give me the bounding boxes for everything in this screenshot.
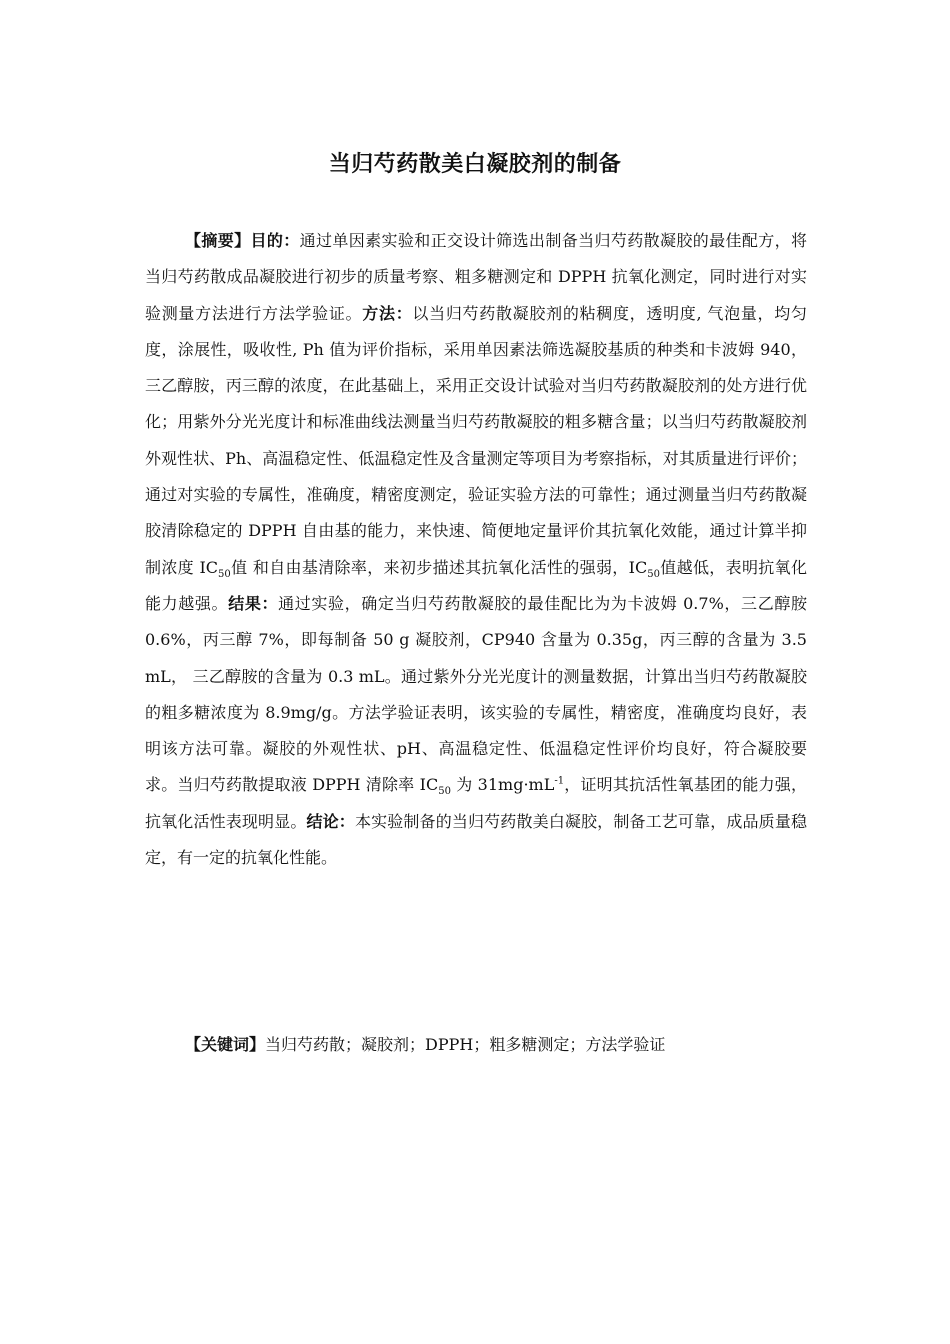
keywords-text: 当归芍药散；凝胶剂；DPPH；粗多糖测定；方法学验证 <box>265 1035 666 1054</box>
method-text: 以当归芍药散凝胶剂的粘稠度，透明度, 气泡量，均匀度，涂展性，吸收性, Ph 值为评价指标，采用单因素法筛选凝胶基质的种类和卡波姆 940，三乙醇胺，丙三醇的浓度，在此基础上，采用正交设计试验对当归芍药散凝胶剂的处方进行优化；用紫外分光光度计和标准曲线法测量当归芍药散凝胶的粗多糖含量；以当归芍药散凝胶剂外观性状、Ph、高温稳定性、低温稳定性及含量测定等项目为考察指标，对其质量进行评价；通过对实验的专属性，准确度，精密度测定，验证实验方法的可靠性；通过测量当归芍药散凝胶清除稳定的 DPPH 自由基的能力，来快速、简便地定量评价其抗氧化效能，通过计算半抑制浓度 IC <box>145 303 807 577</box>
conclusion-label: 结论： <box>306 811 355 831</box>
method-text-cont: 值 和自由基清除率，来初步描述其抗氧化活性的强弱，IC <box>230 557 648 577</box>
ic50-subscript: 50 <box>438 786 451 798</box>
method-label: 方法： <box>362 303 413 323</box>
method-text-end: 值越低，表明抗氧化能力越强。 <box>145 557 807 613</box>
objective-label: 目的： <box>250 231 300 250</box>
result-text-unit: 为 31mg·mL <box>450 775 555 795</box>
document-title: 当归芍药散美白凝胶剂的制备 <box>328 152 622 177</box>
ic50-subscript: 50 <box>647 568 660 580</box>
ic50-subscript: 50 <box>218 568 231 580</box>
keywords-label: 【关键词】 <box>185 1035 266 1054</box>
result-text-end: ，证明其抗活性氧基团的能力强，抗氧化活性表现明显。 <box>145 775 807 831</box>
conclusion-text: 本实验制备的当归芍药散美白凝胶，制备工艺可靠，成品质量稳定，有一定的抗氧化性能。 <box>145 811 807 868</box>
objective-text: 通过单因素实验和正交设计筛选出制备当归芍药散凝胶的最佳配方，将当归芍药散成品凝胶进行初步的质量考察、粗多糖测定和 DPPH 抗氧化测定，同时进行对实验测量方法进行方法学验证。 <box>145 231 807 323</box>
unit-superscript: -1 <box>554 776 565 788</box>
keywords-paragraph <box>145 1027 807 1063</box>
result-label: 结果： <box>228 593 279 613</box>
abstract-paragraph <box>145 223 807 876</box>
result-text: 通过实验，确定当归芍药散凝胶的最佳配比为为卡波姆 0.7%，三乙醇胺 0.6%，丙三醇 7%，即每制备 50 g 凝胶剂，CP940 含量为 0.35g，丙三醇的含量为 3.5 mL， 三乙醇胺的含量为 0.3 mL。通过紫外分光光度计的测量数据，计算出当归芍药散凝胶的粗多糖浓度为 8.9mg/g。方法学验证表明，该实验的专属性，精密度，准确度均良好，表明该方法可靠。凝胶的外观性状、pH、高温稳定性、低温稳定性评价均良好，符合凝胶要求。当归芍药散提取液 DPPH 清除率 IC <box>145 593 807 795</box>
abstract-label: 【摘要】 <box>185 231 251 250</box>
